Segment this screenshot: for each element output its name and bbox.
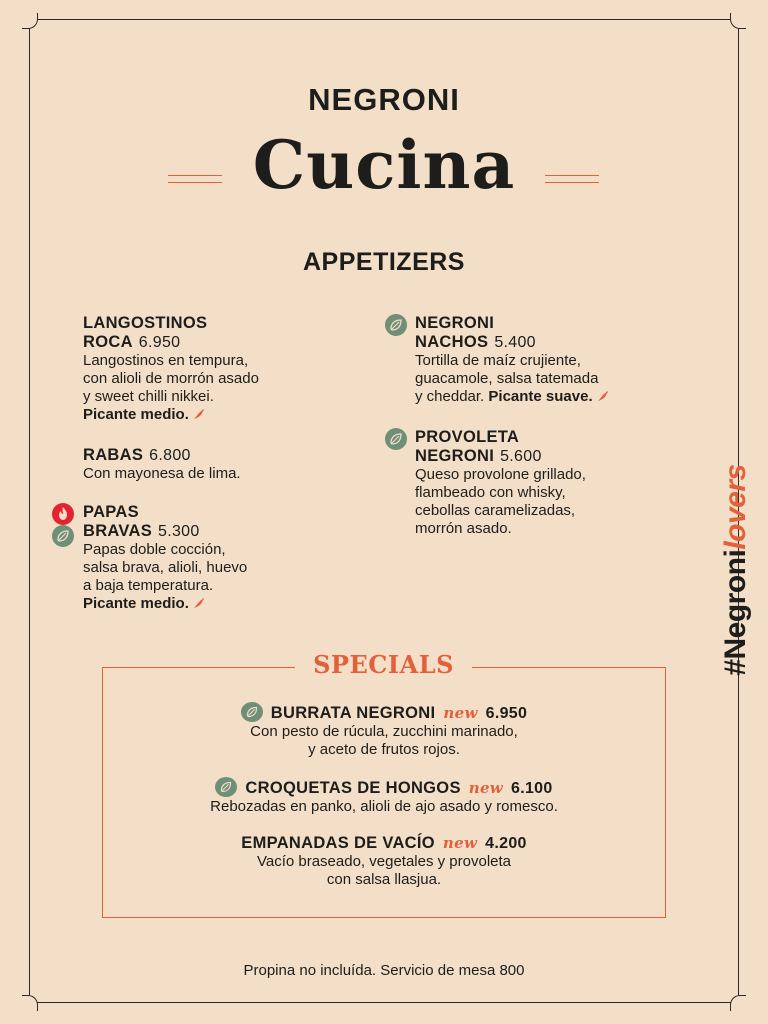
menu-item-negroni-nachos xyxy=(415,314,715,406)
hashtag-negronilovers xyxy=(716,464,756,676)
item-name: PAPAS xyxy=(83,503,139,521)
item-description: y sweet chilli nikkei. xyxy=(83,388,214,405)
leaf-icon xyxy=(385,314,407,336)
item-description: flambeado con whisky, xyxy=(415,484,566,501)
new-badge: new xyxy=(468,779,504,797)
item-description: morrón asado. xyxy=(415,520,512,537)
title-decoration-right xyxy=(545,175,599,183)
item-description: y aceto de frutos rojos. xyxy=(308,741,460,758)
frame-corner xyxy=(730,995,746,1011)
specials-border-top xyxy=(472,667,666,668)
spice-note: Picante medio. xyxy=(83,406,189,423)
item-price: 6.950 xyxy=(485,705,528,722)
item-description: guacamole, salsa tatemada xyxy=(415,370,599,387)
item-description: Vacío braseado, vegetales y provoleta xyxy=(256,853,512,870)
item-description: a baja temperatura. xyxy=(83,577,214,594)
item-name: CROQUETAS DE HONGOS xyxy=(245,779,461,797)
item-price: 6.100 xyxy=(511,780,553,797)
item-name: BRAVAS xyxy=(83,522,153,540)
brand-name: NEGRONI xyxy=(308,82,460,117)
item-name: NEGRONI xyxy=(415,447,495,465)
spice-note: Picante suave. xyxy=(488,388,593,405)
item-price: 6.800 xyxy=(149,447,191,464)
item-price: 6.950 xyxy=(138,334,181,351)
menu-item-provoleta-negroni xyxy=(415,428,715,538)
item-name: BURRATA NEGRONI xyxy=(270,704,436,722)
item-description: con alioli de morrón asado xyxy=(83,370,259,387)
item-name: NACHOS xyxy=(415,333,489,351)
item-price: 5.300 xyxy=(158,523,200,540)
item-name: PROVOLETA xyxy=(415,428,520,446)
leaf-icon xyxy=(215,777,237,797)
menu-item-rabas xyxy=(83,446,353,483)
item-description: salsa brava, alioli, huevo xyxy=(83,559,248,576)
item-name: ROCA xyxy=(83,333,133,351)
item-price: 5.400 xyxy=(494,334,536,351)
specials-border-top xyxy=(102,667,295,668)
page-title: Cucina xyxy=(252,126,516,204)
item-name: NEGRONI xyxy=(415,314,495,332)
item-description: y cheddar. xyxy=(415,388,485,405)
leaf-icon xyxy=(52,525,74,547)
item-description: Papas doble cocción, xyxy=(83,541,226,558)
special-item-burrata xyxy=(102,702,666,759)
item-description: con salsa llasjua. xyxy=(326,871,442,888)
item-description: Con mayonesa de lima. xyxy=(83,465,241,482)
item-name: LANGOSTINOS xyxy=(83,314,208,332)
section-title-specials: SPECIALS xyxy=(313,650,454,679)
item-price: 4.200 xyxy=(485,835,527,852)
item-name: EMPANADAS DE VACÍO xyxy=(241,834,435,852)
item-description: Rebozadas en panko, alioli de ajo asado y romesco. xyxy=(210,798,558,815)
item-description: cebollas caramelizadas, xyxy=(415,502,576,519)
item-price: 5.600 xyxy=(500,448,542,465)
item-description: Tortilla de maíz crujiente, xyxy=(415,352,581,369)
special-item-croquetas xyxy=(102,777,666,816)
chili-pepper-icon xyxy=(597,390,609,402)
new-badge: new xyxy=(442,834,478,852)
item-name: RABAS xyxy=(83,446,144,464)
flame-icon xyxy=(52,503,74,525)
menu-item-papas-bravas xyxy=(83,503,353,613)
item-description: Langostinos en tempura, xyxy=(83,352,249,369)
leaf-icon xyxy=(385,428,407,450)
spice-note: Picante medio. xyxy=(83,595,189,612)
section-title-appetizers: APPETIZERS xyxy=(303,248,465,276)
footer-note: Propina no incluída. Servicio de mesa 800 xyxy=(243,962,525,979)
new-badge: new xyxy=(443,704,478,722)
menu-item-langostinos xyxy=(83,314,353,424)
hashtag-text: #Negroni xyxy=(719,549,752,676)
chili-pepper-icon xyxy=(193,408,205,420)
item-description: Con pesto de rúcula, zucchini marinado, xyxy=(250,723,518,740)
hashtag-highlight: lovers xyxy=(719,464,752,550)
special-item-empanadas xyxy=(102,834,666,889)
chili-pepper-icon xyxy=(193,597,205,609)
leaf-icon xyxy=(241,702,263,722)
item-description: Queso provolone grillado, xyxy=(415,466,586,483)
